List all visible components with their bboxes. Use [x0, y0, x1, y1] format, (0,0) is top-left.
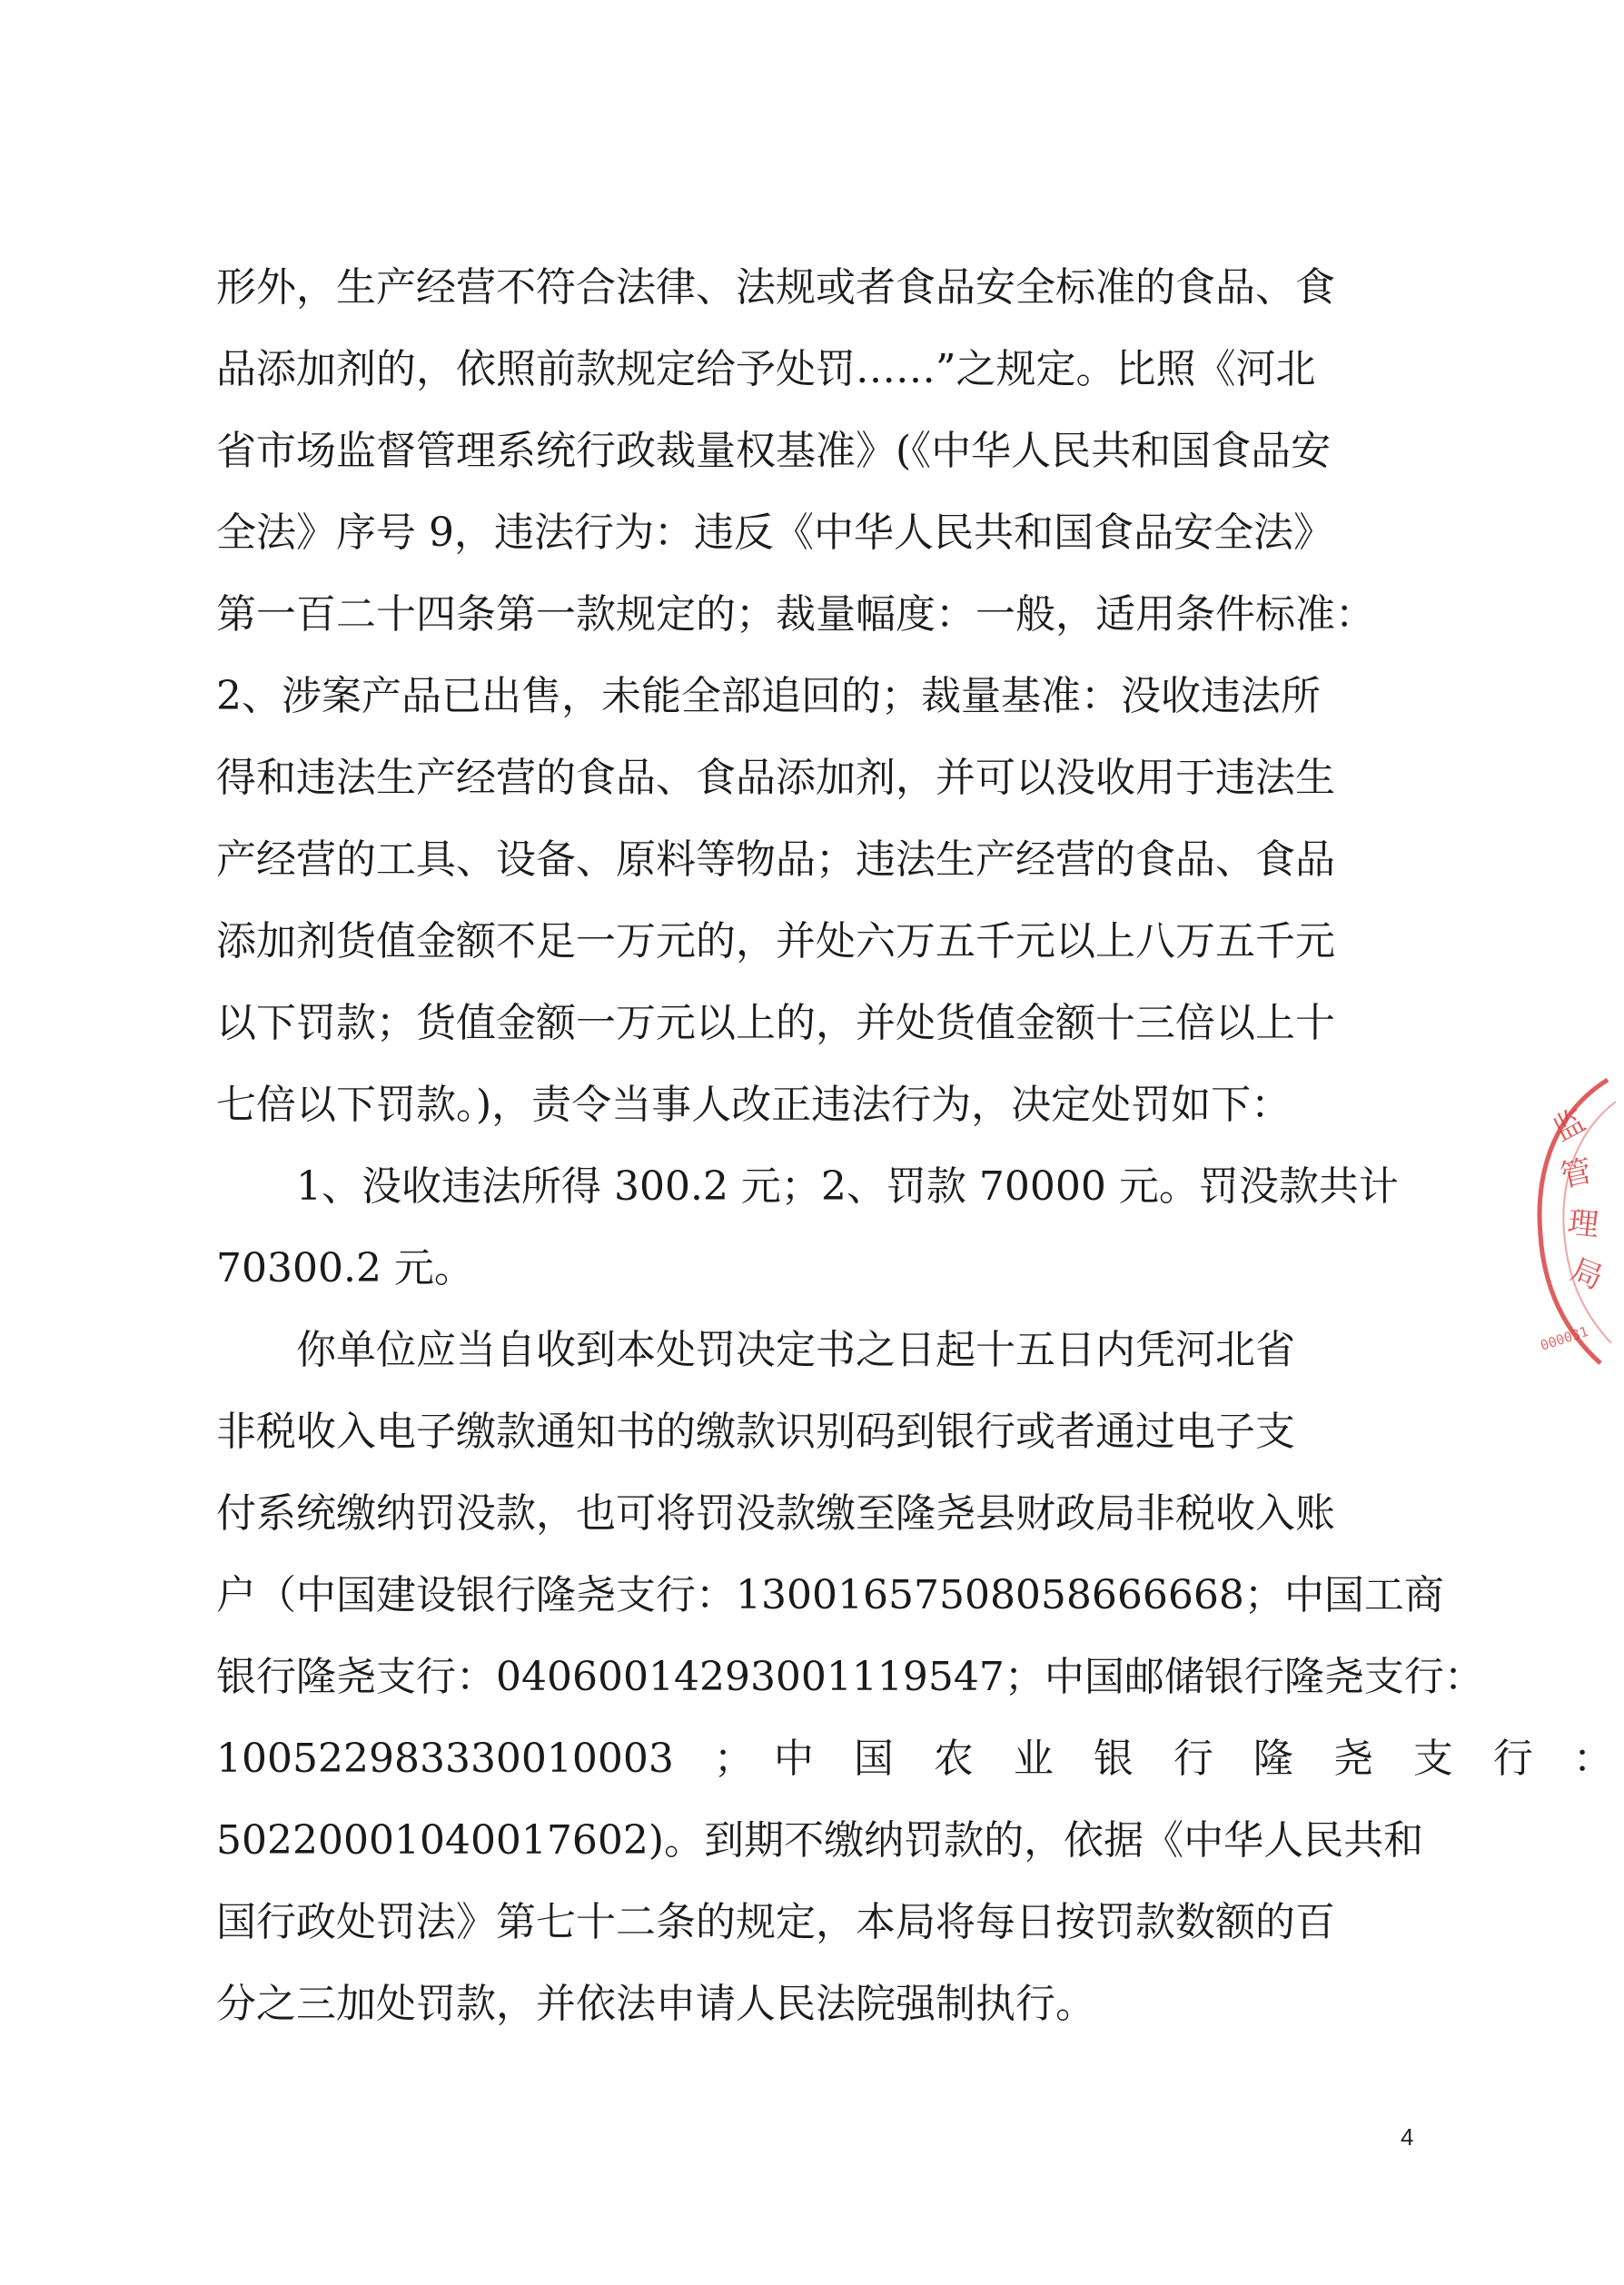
page-number: 4 [1401, 2123, 1414, 2151]
penalty-line: 1、没收违法所得 300.2 元；2、罚款 70000 元。罚没款共计 [296, 1163, 1399, 1210]
seal-stamp-icon [1535, 1067, 1624, 1367]
body-line: 全法》序号 9，违法行为：违反《中华人民共和国食品安全法》 [216, 509, 1333, 556]
penalty-total-line: 70300.2 元。 [216, 1245, 474, 1291]
payment-line: 非税收入电子缴款通知书的缴款识别码到银行或者通过电子支 [216, 1409, 1295, 1455]
body-line: 品添加剂的，依照前款规定给予处罚……”之规定。比照《河北 [216, 346, 1316, 392]
body-line: 省市场监督管理系统行政裁量权基准》(《中华人民共和国食品安 [216, 428, 1332, 474]
svg-text:管: 管 [1557, 1152, 1596, 1195]
body-line: 以下罚款；货值金额一万元以上的，并处货值金额十三倍以上十 [216, 1000, 1335, 1046]
body-line: 第一百二十四条第一款规定的；裁量幅度：一般，适用条件标准： [216, 591, 1375, 638]
bank-account-line: 户（中国建设银行隆尧支行：13001657508058666668；中国工商 [216, 1572, 1444, 1618]
official-seal [1535, 1067, 1624, 1367]
svg-text:000031: 000031 [1538, 1322, 1590, 1354]
body-line: 添加剂货值金额不足一万元的，并处六万五千元以上八万五千元 [216, 918, 1335, 964]
bank-account-line: 银行隆尧支行：04060014293001119547；中国邮储银行隆尧支行： [216, 1654, 1484, 1700]
svg-text:监: 监 [1547, 1102, 1592, 1149]
bank-account-line: 50220001040017602)。到期不缴纳罚款的，依据《中华人民共和 [216, 1817, 1424, 1864]
payment-line: 付系统缴纳罚没款，也可将罚没款缴至隆尧县财政局非税收入账 [216, 1490, 1335, 1537]
svg-text:局: 局 [1565, 1251, 1609, 1298]
body-line: 七倍以下罚款。)，责令当事人改正违法行为，决定处罚如下： [216, 1082, 1292, 1128]
body-line: 2、涉案产品已出售，未能全部追回的；裁量基准：没收违法所 [216, 673, 1321, 719]
payment-line: 你单位应当自收到本处罚决定书之日起十五日内凭河北省 [296, 1327, 1295, 1373]
body-line: 形外，生产经营不符合法律、法规或者食品安全标准的食品、食 [216, 264, 1335, 311]
body-line: 国行政处罚法》第七十二条的规定，本局将每日按罚款数额的百 [216, 1899, 1335, 1945]
bank-account-line: 100522983330010003 ； 中 国 农 业 银 行 隆 尧 支 行 ： [216, 1736, 1613, 1782]
body-line: 产经营的工具、设备、原料等物品；违法生产经营的食品、食品 [216, 836, 1335, 883]
body-line: 得和违法生产经营的食品、食品添加剂，并可以没收用于违法生 [216, 755, 1335, 801]
body-line: 分之三加处罚款，并依法申请人民法院强制执行。 [216, 1981, 1095, 2027]
svg-text:理: 理 [1566, 1204, 1601, 1244]
